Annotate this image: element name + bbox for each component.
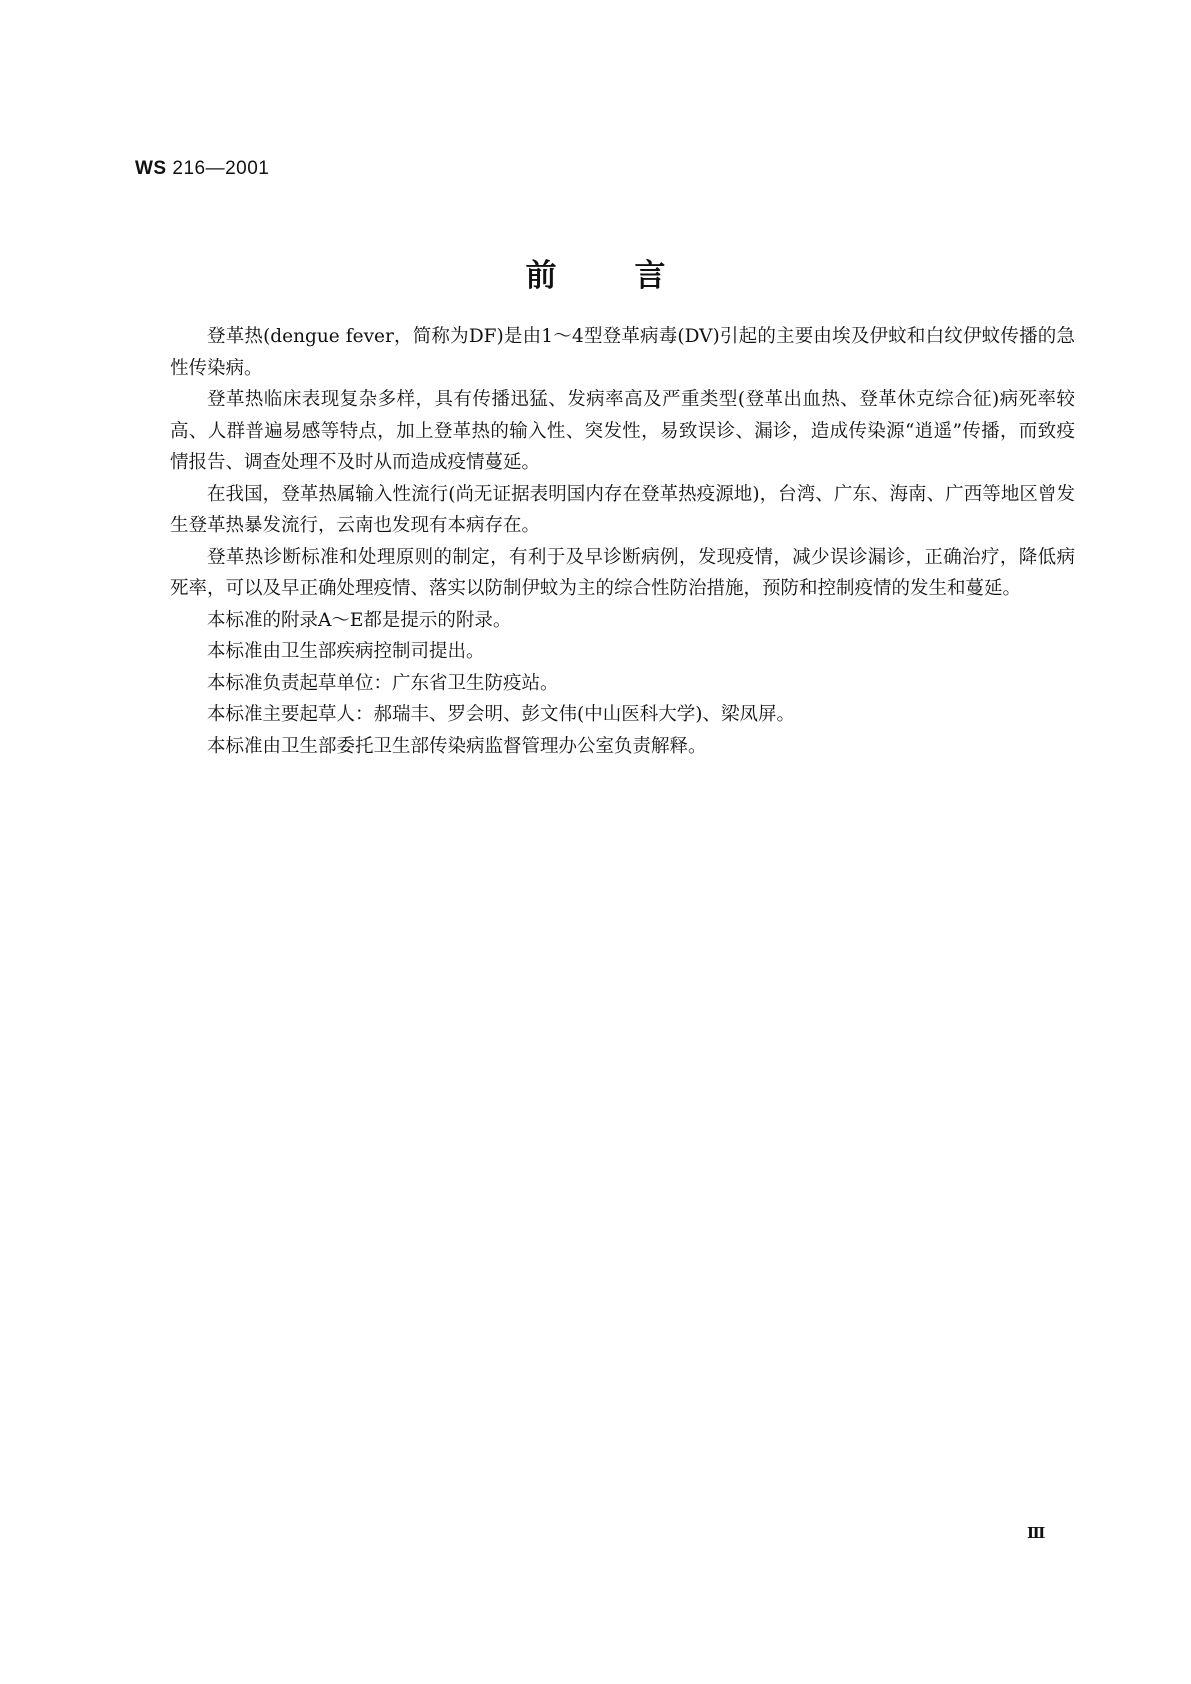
page-number: Ⅲ — [1027, 1524, 1046, 1542]
paragraph: 本标准主要起草人：郝瑞丰、罗会明、彭文伟(中山医科大学)、梁凤屏。 — [207, 704, 795, 725]
standard-code — [135, 158, 269, 180]
paragraph: 在我国，登革热属输入性流行(尚无证据表明国内存在登革热疫源地)，台湾、广东、海南、广西等地区曾发生登革热暴发流行，云南也发现有本病存在。 — [170, 483, 1075, 536]
paragraph: 本标准由卫生部疾病控制司提出。 — [207, 641, 485, 662]
paragraph: 本标准负责起草单位：广东省卫生防疫站。 — [207, 672, 559, 694]
paragraph: 本标准的附录A～E都是提示的附录。 — [207, 609, 512, 631]
foreword-body — [170, 321, 1075, 762]
paragraph: 登革热临床表现复杂多样，具有传播迅猛、发病率高及严重类型(登革出血热、登革休克综合征)病死率较高、人群普遍易感等特点，加上登革热的输入性、突发性，易致误诊、漏诊，造成传染源“逍遥”传播，而致疫情报告、调查处理不及时从而造成疫情蔓延。 — [170, 389, 1075, 473]
standard-code-number: 216—2001 — [172, 158, 270, 179]
paragraph: 本标准由卫生部委托卫生部传染病监督管理办公室负责解释。 — [207, 735, 707, 757]
page-title: 前言 — [525, 258, 744, 294]
paragraph: 登革热(dengue fever，简称为DF)是由1～4型登革病毒(DV)引起的主要由埃及伊蚊和白纹伊蚊传播的急性传染病。 — [170, 326, 1075, 379]
paragraph: 登革热诊断标准和处理原则的制定，有利于及早诊断病例，发现疫情，减少误诊漏诊，正确治疗，降低病死率，可以及早正确处理疫情、落实以防制伊蚊为主的综合性防治措施，预防和控制疫情的发生和蔓延。 — [170, 546, 1075, 599]
standard-code-prefix: WS — [135, 158, 167, 179]
